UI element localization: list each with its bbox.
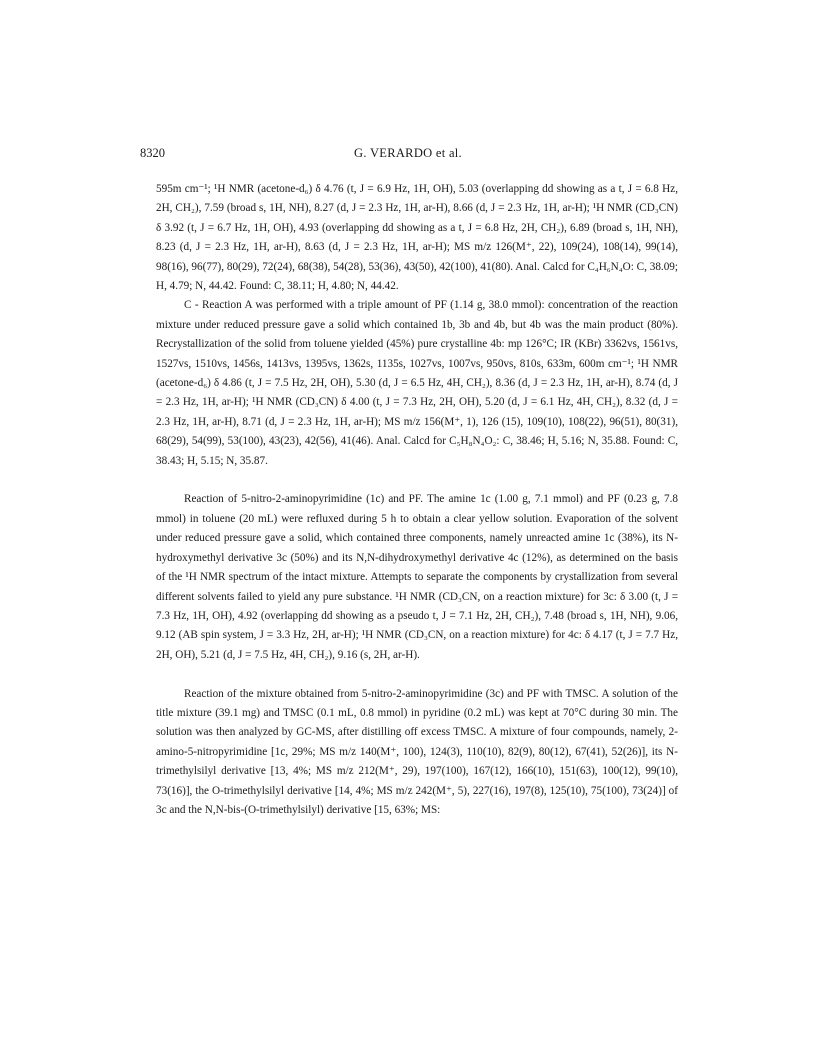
page-number: 8320	[140, 146, 165, 160]
page-body	[156, 180, 678, 820]
running-head: G. VERARDO et al.	[354, 146, 462, 160]
paragraph-reaction-1c: Reaction of 5-nitro-2-aminopyrimidine (1c) and PF. The amine 1c (1.00 g, 7.1 mmol) and PF (0.23 g, 7.8 mmol) in toluene (20 mL) were refluxed during 5 h to obtain a clear yellow solution. Evaporation of the solvent under reduced pressure gave a solid, which contained three components, namely unreacted amine 1c (38%), its N-hydroxymethyl derivative 3c (50%) and its N,N-dihydroxymethyl derivative 4c (12%), as determined on the basis of the ¹H NMR spectrum of the intact mixture. Attempts to separate the components by crystallization from several different solvents failed to yield any pure substance. ¹H NMR (CD₃CN, on a reaction mixture) for 3c: δ 3.00 (t, J = 7.3 Hz, 1H, OH), 4.92 (overlapping dd showing as a pseudo t, J = 7.1 Hz, 2H, CH₂), 7.48 (broad s, 1H, NH), 9.06, 9.12 (AB spin system, J = 3.3 Hz, 2H, ar-H); ¹H NMR (CD₃CN, on a reaction mixture) for 4c: δ 4.17 (t, J = 7.7 Hz, 2H, OH), 5.21 (d, J = 7.5 Hz, 4H, CH₂), 9.16 (s, 2H, ar-H).	[156, 493, 678, 661]
paragraph-reaction-tmsc: Reaction of the mixture obtained from 5-nitro-2-aminopyrimidine (3c) and PF with TMSC. A solution of the title mixture (39.1 mg) and TMSC (0.1 mL, 0.8 mmol) in pyridine (0.2 mL) was kept at 70°C during 30 min. The solution was then analyzed by GC-MS, after distilling off excess TMSC. A mixture of four compounds, namely, 2-amino-5-nitropyrimidine [1c, 29%; MS m/z 140(M⁺, 100), 124(3), 110(10), 82(9), 80(12), 67(41), 52(26)], its N-trimethylsilyl derivative [13, 4%; MS m/z 212(M⁺, 29), 197(100), 167(12), 166(10), 151(63), 100(12), 99(10), 73(16)], the O-trimethylsilyl derivative [14, 4%; MS m/z 242(M⁺, 5), 227(16), 197(8), 125(10), 75(100), 73(24)] of 3c and the N,N-bis-(O-trimethylsilyl) derivative [15, 63%; MS:	[156, 687, 678, 816]
paragraph-reaction-c: C - Reaction A was performed with a triple amount of PF (1.14 g, 38.0 mmol): concentration of the reaction mixture under reduced pressure gave a solid which contained 1b, 3b and 4b, but 4b was the main product (80%). Recrystallization of the solid from toluene yielded (45%) pure crystalline 4b: mp 126°C; IR (KBr) 3362vs, 1561vs, 1527vs, 1510vs, 1456s, 1413vs, 1395vs, 1362s, 1135s, 1027vs, 1007vs, 950vs, 810s, 633m, 600m cm⁻¹; ¹H NMR (acetone-d₆) δ 4.86 (t, J = 7.5 Hz, 2H, OH), 5.30 (d, J = 6.5 Hz, 4H, CH₂), 8.36 (d, J = 2.3 Hz, 1H, ar-H), 8.74 (d, J = 2.3 Hz, 1H, ar-H); ¹H NMR (CD₃CN) δ 4.00 (t, J = 7.3 Hz, 2H, OH), 5.20 (d, J = 6.1 Hz, 4H, CH₂), 8.32 (d, J = 2.3 Hz, 1H, ar-H), 8.71 (d, J = 2.3 Hz, 1H, ar-H); MS m/z 156(M⁺, 1), 126 (15), 109(10), 108(22), 96(51), 80(31), 68(29), 54(99), 53(100), 43(23), 42(56), 41(46). Anal. Calcd for C₅H₈N₄O₂: C, 38.46; H, 5.16; N, 35.88. Found: C, 38.43; H, 5.15; N, 35.87.	[156, 299, 678, 467]
paragraph-continuation: 595m cm⁻¹; ¹H NMR (acetone-d₆) δ 4.76 (t, J = 6.9 Hz, 1H, OH), 5.03 (overlapping dd showing as a t, J = 6.8 Hz, 2H, CH₂), 7.59 (broad s, 1H, NH), 8.27 (d, J = 2.3 Hz, 1H, ar-H), 8.66 (d, J = 2.3 Hz, 1H, ar-H); ¹H NMR (CD₃CN) δ 3.92 (t, J = 6.7 Hz, 1H, OH), 4.93 (overlapping dd showing as a t, J = 6.8 Hz, 2H, CH₂), 6.89 (broad s, 1H, NH), 8.23 (d, J = 2.3 Hz, 1H, ar-H), 8.63 (d, J = 2.3 Hz, 1H, ar-H); MS m/z 126(M⁺, 22), 109(24), 108(14), 99(14), 98(16), 96(77), 80(29), 72(24), 68(38), 54(28), 53(36), 43(50), 42(100), 41(80). Anal. Calcd for C₄H₆N₄O: C, 38.09; H, 4.79; N, 44.42. Found: C, 38.11; H, 4.80; N, 44.42.	[156, 183, 678, 293]
